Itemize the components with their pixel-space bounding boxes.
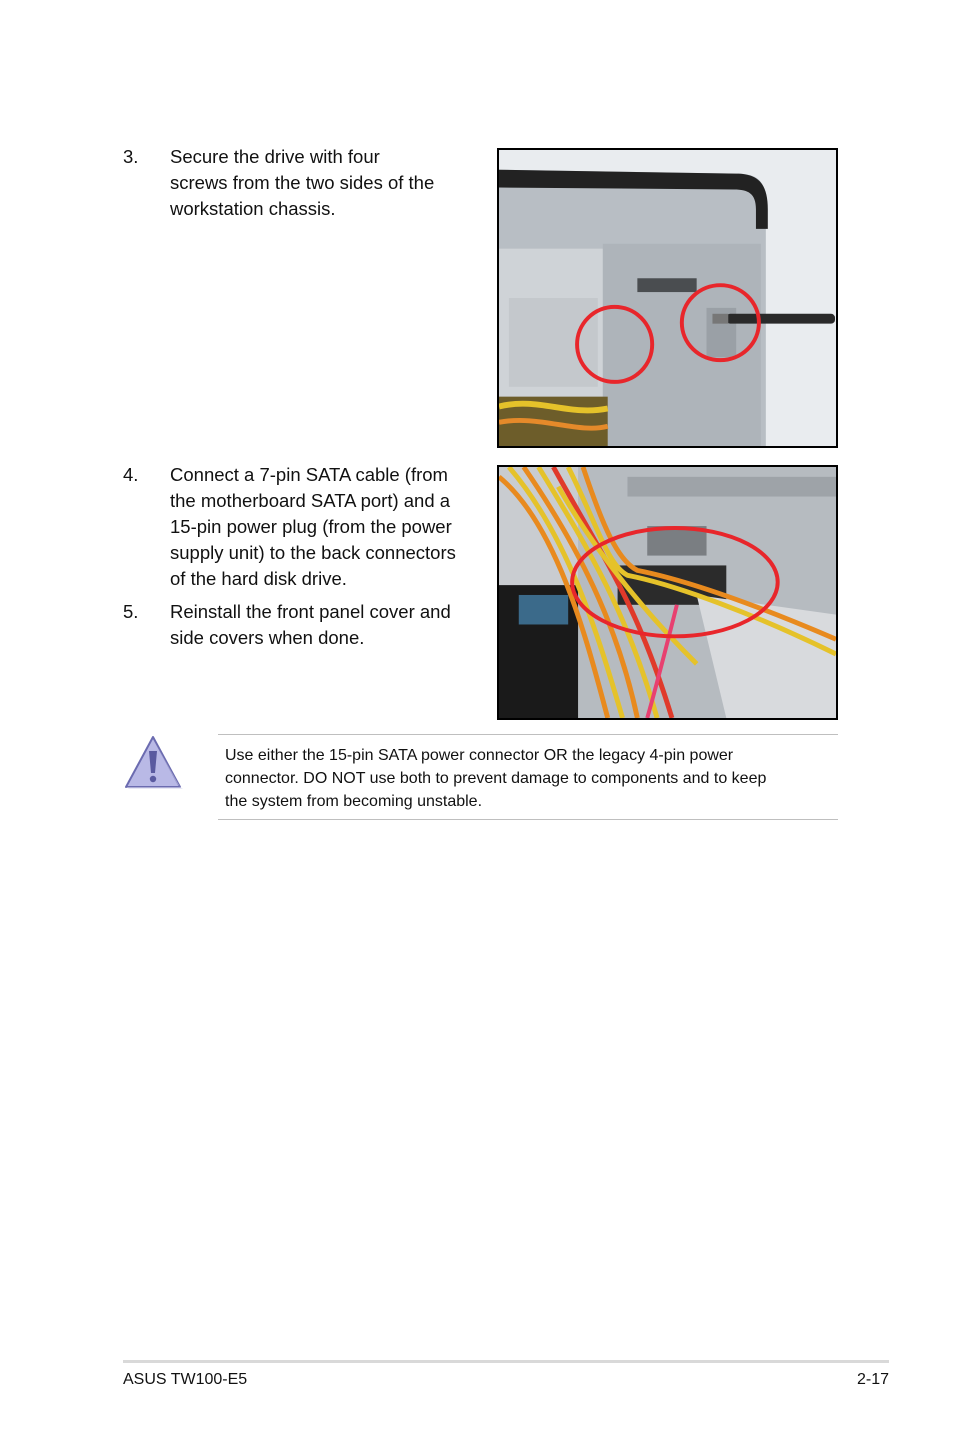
step-number: 3.: [123, 146, 139, 167]
warning-icon: [123, 733, 183, 791]
sata-cables-photo: [497, 465, 838, 720]
note-top-divider: [218, 734, 838, 735]
step-text: Reinstall the front panel cover and side covers when done.: [170, 601, 451, 648]
step-text: Secure the drive with four screws from the two sides of the workstation chassis.: [170, 146, 435, 219]
step-number: 5.: [123, 601, 139, 622]
footer-page-number: 2-17: [856, 1371, 889, 1388]
drive-screws-photo: [497, 148, 838, 448]
footer-divider: [123, 1360, 889, 1363]
warning-note-text: Use either the 15-pin SATA power connector OR the legacy 4-pin power connector. DO NOT use both to prevent damage to components and to keep the system from becoming unstable.: [225, 747, 767, 810]
note-bottom-divider: [218, 819, 838, 820]
step-text: Connect a 7-pin SATA cable (from the motherboard SATA port) and a 15-pin power plug (from the power supply unit) to the back connectors of the hard disk drive.: [170, 464, 456, 589]
footer-product-name: ASUS TW100-E5: [123, 1371, 248, 1388]
step-number: 4.: [123, 464, 139, 485]
